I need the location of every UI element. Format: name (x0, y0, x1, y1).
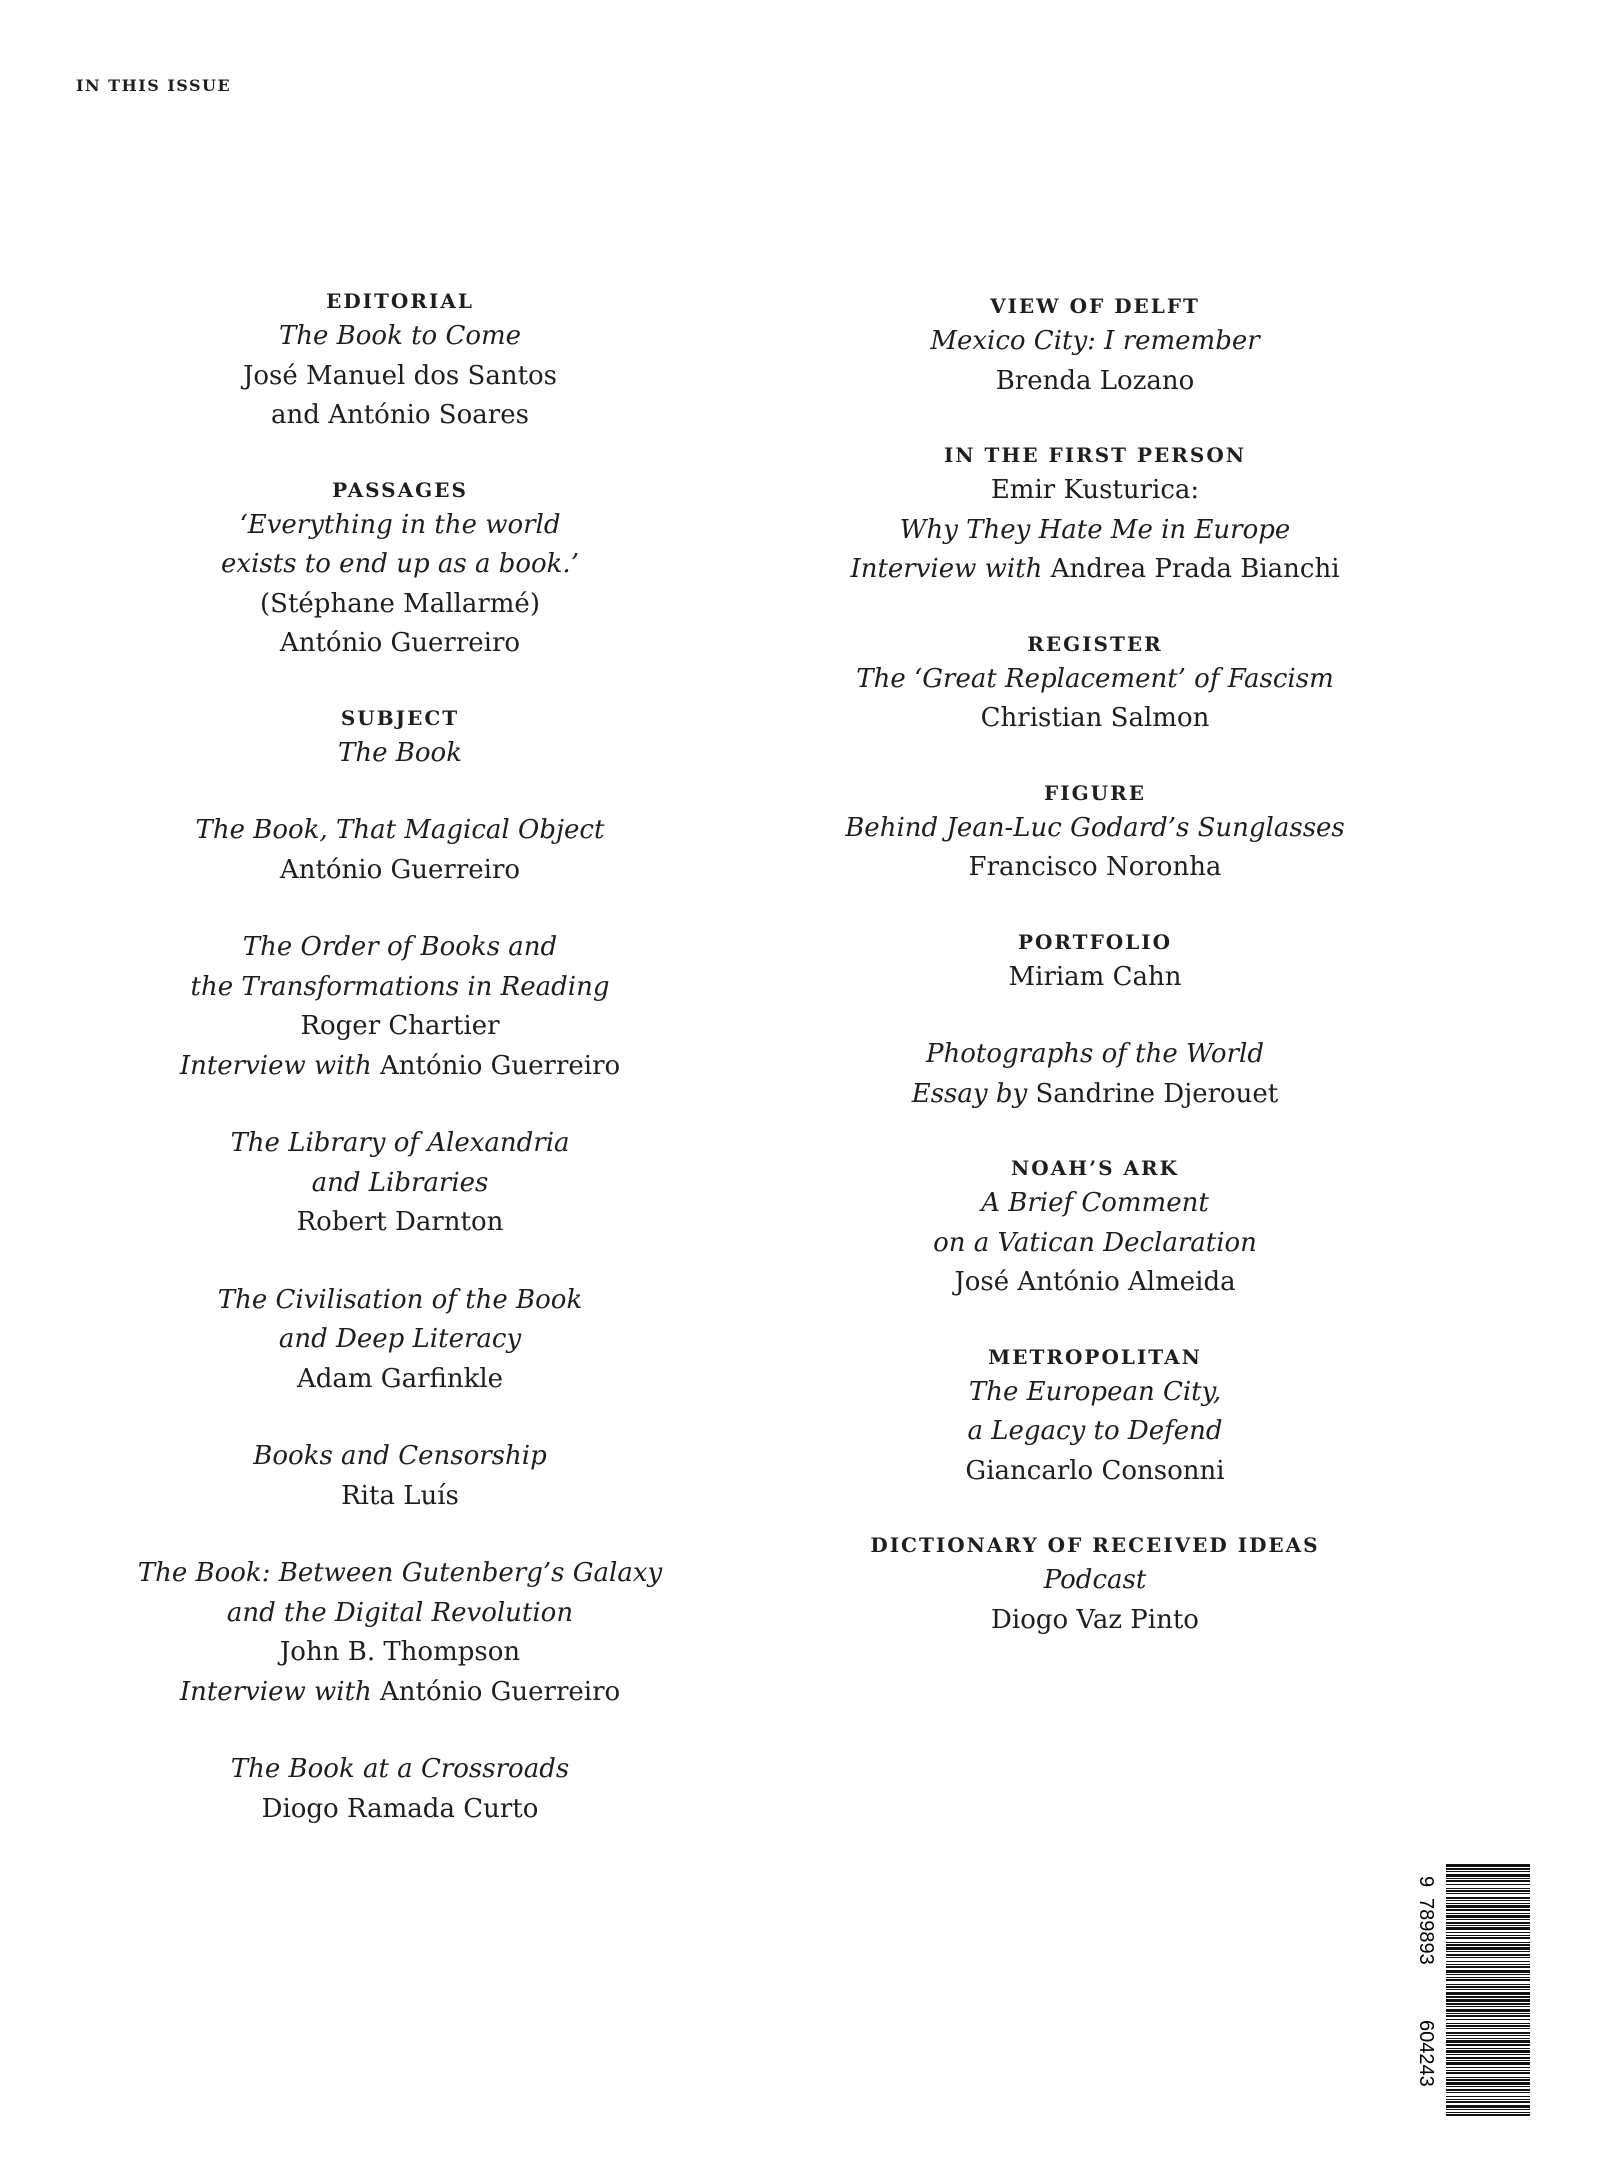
barcode-bar (1446, 2112, 1530, 2113)
barcode-bar (1446, 2035, 1530, 2036)
barcode-bar (1446, 2054, 1530, 2055)
barcode-bar (1446, 1884, 1530, 1885)
entry-title: The Civilisation of the Book (217, 1284, 583, 1315)
entry-title: exists to end up as a book.’ (221, 549, 579, 579)
barcode-bar (1446, 2013, 1530, 2014)
barcode-bar (1446, 2114, 1530, 2116)
section-metropolitan (745, 1341, 1445, 1492)
entry-title: a Legacy to Defend (967, 1416, 1223, 1446)
barcode-bar (1446, 2006, 1530, 2007)
entry-author: José António Almeida (954, 1267, 1236, 1297)
section-in-the-first-person (745, 439, 1445, 590)
entry-author (50, 1673, 750, 1713)
barcode-bar (1446, 1996, 1530, 1998)
barcode-bar (1446, 1986, 1530, 1988)
entry-title: ‘Everything in the world (239, 509, 561, 540)
contents-entry (745, 660, 1445, 739)
section-view-of-delft (745, 290, 1445, 401)
barcode-bar (1446, 2023, 1530, 2024)
barcode-bar (1446, 1900, 1530, 1901)
contents-entry (50, 734, 750, 774)
barcode-bar (1446, 2096, 1530, 2097)
entry-credit-name: António Guerreiro (380, 1050, 621, 1081)
contents-entry (745, 1184, 1445, 1303)
barcode-bar (1446, 1927, 1530, 1930)
section-noah-s-ark (745, 1152, 1445, 1303)
entry-author: António Guerreiro (279, 854, 521, 885)
section-figure (745, 777, 1445, 888)
entry-title: Books and Censorship (253, 1441, 547, 1471)
entry-author: and António Soares (271, 400, 529, 430)
barcode-bar (1446, 1913, 1530, 1914)
barcode-bar (1446, 2050, 1530, 2053)
barcode-bar (1446, 2057, 1530, 2059)
section-heading: PORTFOLIO (1017, 929, 1173, 954)
barcode-bar (1446, 1878, 1530, 1879)
contents-entry (50, 928, 750, 1086)
barcode-bars (1446, 1864, 1530, 2116)
contents-entry (745, 471, 1445, 590)
barcode-bar (1446, 1897, 1530, 1899)
section-portfolio (745, 926, 1445, 1115)
barcode-bar (1446, 1874, 1530, 1877)
entry-title: Behind Jean-Luc Godard’s Sunglasses (845, 812, 1345, 843)
section-register (745, 628, 1445, 739)
barcode-bar (1446, 1932, 1530, 1933)
section-heading: METROPOLITAN (988, 1344, 1202, 1369)
section-heading: SUBJECT (340, 705, 460, 730)
barcode-bar (1446, 2099, 1530, 2100)
entry-title: Photographs of the World (926, 1039, 1264, 1069)
barcode-bar (1446, 1890, 1530, 1892)
barcode-bar (1446, 1880, 1530, 1882)
entry-title: The ‘Great Replacement’ of Fascism (856, 663, 1334, 694)
entry-title: The Book at a Crossroads (230, 1754, 570, 1784)
contents-entry (50, 1124, 750, 1243)
barcode-bar (1446, 2101, 1530, 2103)
barcode-bar (1446, 2077, 1530, 2078)
entry-author: Miriam Cahn (1008, 961, 1182, 992)
entry-title: Mexico City: I remember (930, 326, 1260, 356)
isbn-barcode (1415, 1862, 1533, 2120)
entry-credit-prefix: Interview with (850, 554, 1043, 584)
barcode-digit-prefix: 9 (1415, 1876, 1437, 1888)
barcode-bar (1446, 1919, 1530, 1920)
section-subject (50, 702, 750, 1830)
entry-title: on a Vatican Declaration (933, 1227, 1257, 1258)
entry-title: A Brief Comment (981, 1188, 1209, 1218)
entry-author: Brenda Lozano (995, 365, 1195, 396)
barcode-bar (1446, 2089, 1530, 2091)
barcode-bar (1446, 1999, 1530, 2002)
entry-title: The Book (338, 737, 462, 768)
barcode-bar (1446, 1947, 1530, 1950)
contents-entry (50, 506, 750, 664)
barcode-bar (1446, 2072, 1530, 2074)
entry-title: The Order of Books and (242, 932, 558, 962)
section-heading: PASSAGES (332, 477, 468, 502)
barcode-bar (1446, 1992, 1530, 1995)
contents-entry (50, 317, 750, 436)
contents-entry (745, 809, 1445, 888)
section-heading: REGISTER (1027, 631, 1163, 656)
entry-author: John B. Thompson (279, 1637, 521, 1667)
barcode-bar (1446, 2067, 1530, 2068)
entry-title: Podcast (1043, 1565, 1147, 1595)
contents-entry (50, 1437, 750, 1516)
section-passages (50, 474, 750, 664)
entry-credit-name: António Guerreiro (380, 1676, 621, 1707)
barcode-bar (1446, 1935, 1530, 1936)
barcode-bar (1446, 2019, 1530, 2020)
barcode-bar (1446, 1888, 1530, 1889)
contents-right-column (745, 290, 1445, 1678)
entry-credit-prefix: Interview with (179, 1050, 372, 1081)
entry-title: and Libraries (311, 1167, 489, 1198)
section-heading: DICTIONARY OF RECEIVED IDEAS (870, 1533, 1320, 1557)
barcode-bar (1446, 1915, 1530, 1918)
entry-title: Why They Hate Me in Europe (899, 514, 1291, 545)
barcode-bar (1446, 1922, 1530, 1924)
contents-entry (50, 1554, 750, 1712)
barcode-bar (1446, 2079, 1530, 2081)
contents-entry (745, 322, 1445, 401)
entry-credit-prefix: Interview with (179, 1676, 372, 1707)
barcode-bar (1446, 1868, 1530, 1870)
contents-left-column (50, 285, 750, 1867)
barcode-bar (1446, 1984, 1530, 1985)
barcode-bar (1446, 1974, 1530, 1975)
section-editorial (50, 285, 750, 436)
entry-author: José Manuel dos Santos (242, 360, 558, 391)
entry-title: the Transformations in Reading (190, 971, 610, 1002)
barcode-bar (1446, 1954, 1530, 1956)
barcode-digits-right-group: 604243 (1415, 2020, 1437, 2087)
barcode-bar (1446, 1944, 1530, 1946)
barcode-bar (1446, 1961, 1530, 1962)
barcode-bar (1446, 2086, 1530, 2087)
contents-entry (50, 1281, 750, 1400)
barcode-bar (1446, 2015, 1530, 2017)
entry-author: (Stéphane Mallarmé) (260, 588, 540, 619)
entry-title: The Library of Alexandria (230, 1128, 570, 1158)
entry-author (745, 550, 1445, 590)
barcode-bar (1446, 1966, 1530, 1968)
barcode-bar (1446, 2025, 1530, 2027)
entry-credit-name: Andrea Prada Bianchi (1050, 554, 1340, 584)
barcode-bar (1446, 2105, 1530, 2108)
barcode-bar (1446, 2060, 1530, 2061)
section-heading: VIEW OF DELFT (990, 294, 1200, 318)
contents-entry (50, 1750, 750, 1829)
barcode-bar (1446, 1871, 1530, 1872)
barcode-bar (1446, 1905, 1530, 1908)
barcode-bar (1446, 2070, 1530, 2071)
barcode-bar (1446, 1951, 1530, 1952)
entry-author: António Guerreiro (279, 628, 521, 658)
entry-author: Christian Salmon (980, 703, 1210, 733)
entry-author: Diogo Ramada Curto (261, 1793, 539, 1824)
barcode-bar (1446, 2028, 1530, 2029)
entry-title: The European City, (968, 1376, 1222, 1407)
barcode-bar (1446, 2082, 1530, 2085)
section-heading: FIGURE (1044, 780, 1146, 805)
entry-credit-prefix: Essay by (911, 1078, 1028, 1109)
barcode-bar (1446, 1970, 1530, 1973)
barcode-bar (1446, 1893, 1530, 1894)
barcode-bar (1446, 2092, 1530, 2093)
entry-author (745, 1075, 1445, 1115)
section-heading: NOAH’S ARK (1010, 1156, 1179, 1180)
barcode-bar (1446, 1979, 1530, 1981)
section-heading: IN THE FIRST PERSON (943, 443, 1247, 467)
barcode-bar (1446, 1903, 1530, 1904)
barcode-bar (1446, 1909, 1530, 1911)
contents-entry (745, 1561, 1445, 1640)
section-dictionary-of-received-ideas (745, 1529, 1445, 1640)
entry-author: Rita Luís (341, 1480, 459, 1511)
barcode-digits-left-group: 789893 (1415, 1898, 1437, 1965)
barcode-bar (1446, 2032, 1530, 2034)
barcode-bar (1446, 1864, 1530, 1867)
entry-author: Diogo Vaz Pinto (991, 1604, 1199, 1635)
barcode-bar (1446, 1977, 1530, 1978)
barcode-bar (1446, 1937, 1530, 1939)
contents-entry (745, 958, 1445, 998)
entry-title: The Book, That Magical Object (195, 815, 605, 845)
barcode-bar (1446, 1942, 1530, 1943)
barcode-bar (1446, 2009, 1530, 2012)
entry-author: Giancarlo Consonni (965, 1455, 1225, 1486)
barcode-bar (1446, 1964, 1530, 1965)
entry-title: and the Digital Revolution (226, 1597, 574, 1628)
contents-entry (50, 811, 750, 890)
barcode-bar (1446, 1957, 1530, 1958)
entry-author (50, 1047, 750, 1087)
barcode-bar (1446, 2044, 1530, 2046)
section-heading: EDITORIAL (326, 289, 474, 313)
barcode-bar (1446, 1989, 1530, 1990)
barcode-bar (1446, 2040, 1530, 2043)
barcode-bar (1446, 2003, 1530, 2005)
contents-entry (745, 1373, 1445, 1492)
entry-title: The Book: Between Gutenberg’s Galaxy (137, 1558, 663, 1588)
barcode-bar (1446, 1925, 1530, 1926)
entry-author: Emir Kusturica: (990, 475, 1200, 505)
entry-credit-name: Sandrine Djerouet (1035, 1078, 1279, 1109)
contents-entry (745, 1035, 1445, 1114)
barcode-bar (1446, 2109, 1530, 2110)
entry-author: Roger Chartier (300, 1011, 500, 1041)
section-label: IN THIS ISSUE (76, 76, 232, 95)
entry-author: Robert Darnton (296, 1207, 504, 1237)
barcode-bar (1446, 2062, 1530, 2065)
barcode-bar (1446, 2038, 1530, 2039)
barcode-bar (1446, 2048, 1530, 2049)
entry-author: Francisco Noronha (968, 852, 1222, 882)
entry-title: The Book to Come (278, 321, 522, 351)
entry-title: and Deep Literacy (278, 1324, 522, 1354)
entry-author: Adam Garfinkle (296, 1363, 504, 1394)
